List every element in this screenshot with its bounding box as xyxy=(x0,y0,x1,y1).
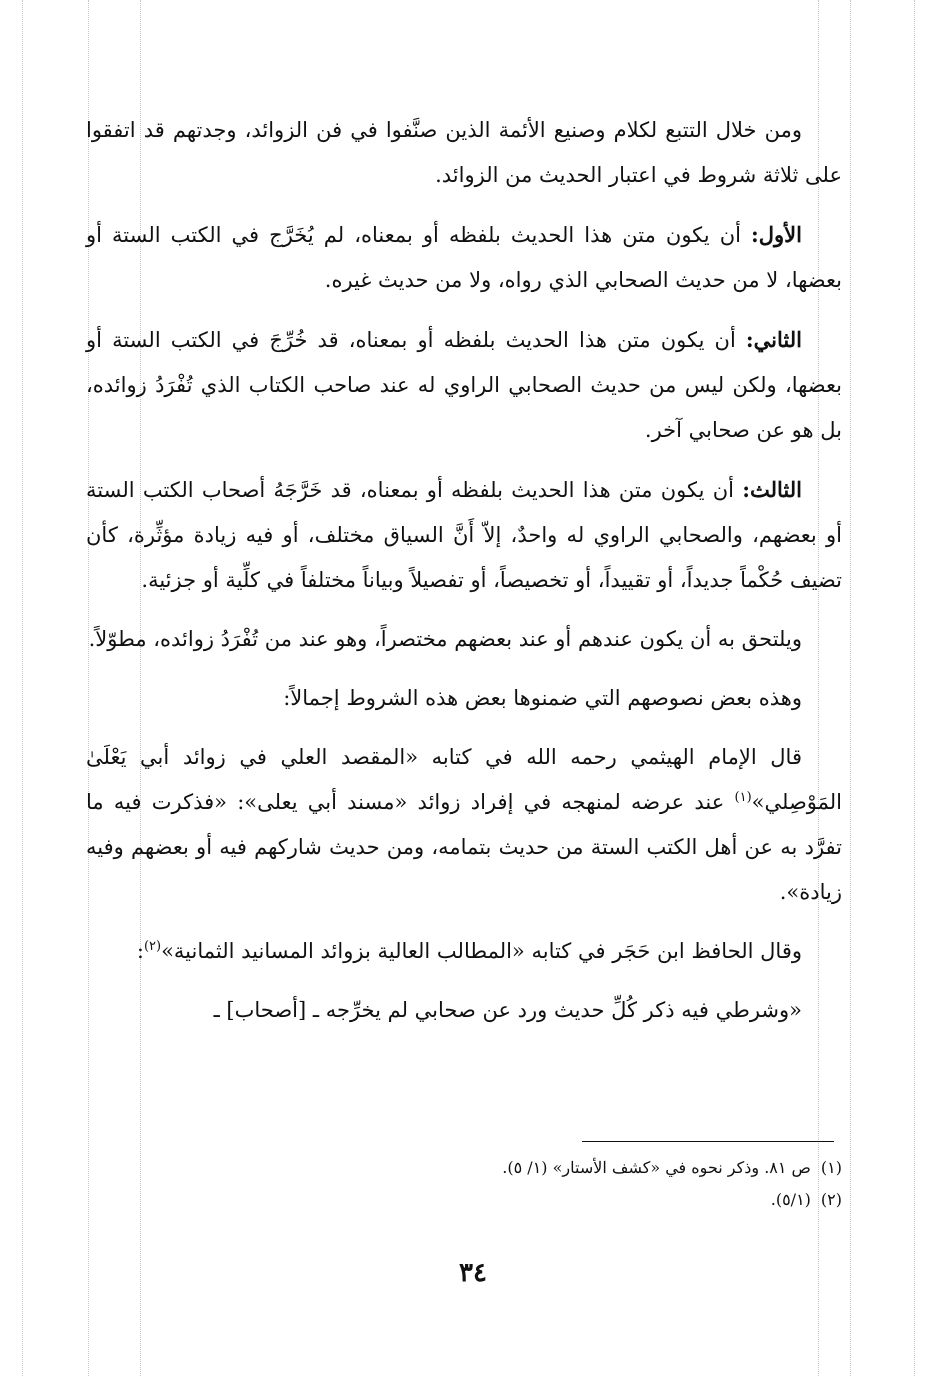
paragraph-ibn-hajar-quote xyxy=(86,929,842,974)
paragraph-text: قال الإمام الهيثمي رحمه الله في كتابه «المقصد العلي في زوائد أبي يَعْلَىٰ المَوْصِلي» xyxy=(86,745,842,814)
paragraph-text: «وشرطي فيه ذكر كُلِّ حديث ورد عن صحابي لم يخرِّجه ـ [أصحاب] ـ xyxy=(213,998,802,1022)
footnote-number: (١) xyxy=(820,1158,842,1177)
paragraph-transition xyxy=(86,676,842,721)
paragraph-text: أن يكون متن هذا الحديث بلفظه أو بمعناه، قد خَرَّجَهُ أصحاب الكتب الستة أو بعضهم، والصحابي الراوي له واحدٌ، إلاّ أَنَّ السياق مختلف، أو فيه زيادة مؤثِّرة، كأن تضيف حُكْماً جديداً، أو تقييداً، أو تخصيصاً، أو تفصيلاً وبياناً مختلفاً في كلِّية أو جزئية. xyxy=(86,478,842,592)
paragraph-lead: الثالث: xyxy=(742,477,802,502)
paragraph-text: وقال الحافظ ابن حَجَر في كتابه «المطالب العالية بزوائد المسانيد الثمانية» xyxy=(161,939,802,963)
paragraph-condition-second xyxy=(86,317,842,453)
paragraph-text: : xyxy=(136,939,144,963)
footnotes xyxy=(300,1152,842,1216)
scan-artifact-line xyxy=(914,0,915,1376)
paragraph-text: أن يكون متن هذا الحديث بلفظه أو بمعناه، قد خُرِّجَ في الكتب الستة أو بعضها، ولكن ليس من حديث الصحابي الراوي له عند صاحب الكتاب الذي تُفْرَدُ زوائده، بل هو عن صحابي آخر. xyxy=(86,328,842,442)
footnote-reference[interactable]: (٢) xyxy=(143,939,162,954)
paragraph-text: ومن خلال التتبع لكلام وصنيع الأئمة الذين صنَّفوا في فن الزوائد، وجدتهم قد اتفقوا على ثلاثة شروط في اعتبار الحديث من الزوائد. xyxy=(86,118,842,187)
scan-artifact-line xyxy=(22,0,23,1376)
paragraph-addendum xyxy=(86,617,842,662)
footnote-number: (٢) xyxy=(820,1190,842,1209)
footnote-text: (٥/١). xyxy=(770,1190,811,1209)
footnote-divider xyxy=(582,1141,834,1142)
paragraph-lead: الأول: xyxy=(751,222,802,247)
page-number: ٣٤ xyxy=(459,1258,487,1288)
footnote-item xyxy=(300,1184,842,1216)
footnote-item xyxy=(300,1152,842,1184)
scan-artifact-line xyxy=(850,0,851,1376)
paragraph-text: ويلتحق به أن يكون عندهم أو عند بعضهم مختصراً، وهو عند من تُفْرَدُ زوائده، مطوّلاً. xyxy=(88,627,802,651)
paragraph-condition-first xyxy=(86,212,842,303)
paragraph-intro xyxy=(86,108,842,198)
footnote-text: ص ٨١. وذكر نحوه في «كشف الأستار» (١/ ٥). xyxy=(502,1158,811,1177)
main-text xyxy=(86,108,842,1047)
paragraph-text: عند عرضه لمنهجه في إفراد زوائد «مسند أبي يعلى»: «فذكرت فيه ما تفرَّد به عن أهل الكتب الستة من حديث بتمامه، ومن حديث شاركهم فيه أو بعضهم وفيه زيادة». xyxy=(86,790,842,904)
paragraph-lead: الثاني: xyxy=(745,327,802,352)
paragraph-condition-third xyxy=(86,467,842,603)
footnote-reference[interactable]: (١) xyxy=(734,790,752,805)
paragraph-text: أن يكون متن هذا الحديث بلفظه أو بمعناه، لم يُخَرَّج في الكتب الستة أو بعضها، لا من حديث الصحابي الذي رواه، ولا من حديث غيره. xyxy=(86,223,842,292)
paragraph-quote-start xyxy=(86,988,842,1033)
paragraph-haythami-quote xyxy=(86,735,842,915)
paragraph-text: وهذه بعض نصوصهم التي ضمنوها بعض هذه الشروط إجمالاً: xyxy=(283,686,802,710)
